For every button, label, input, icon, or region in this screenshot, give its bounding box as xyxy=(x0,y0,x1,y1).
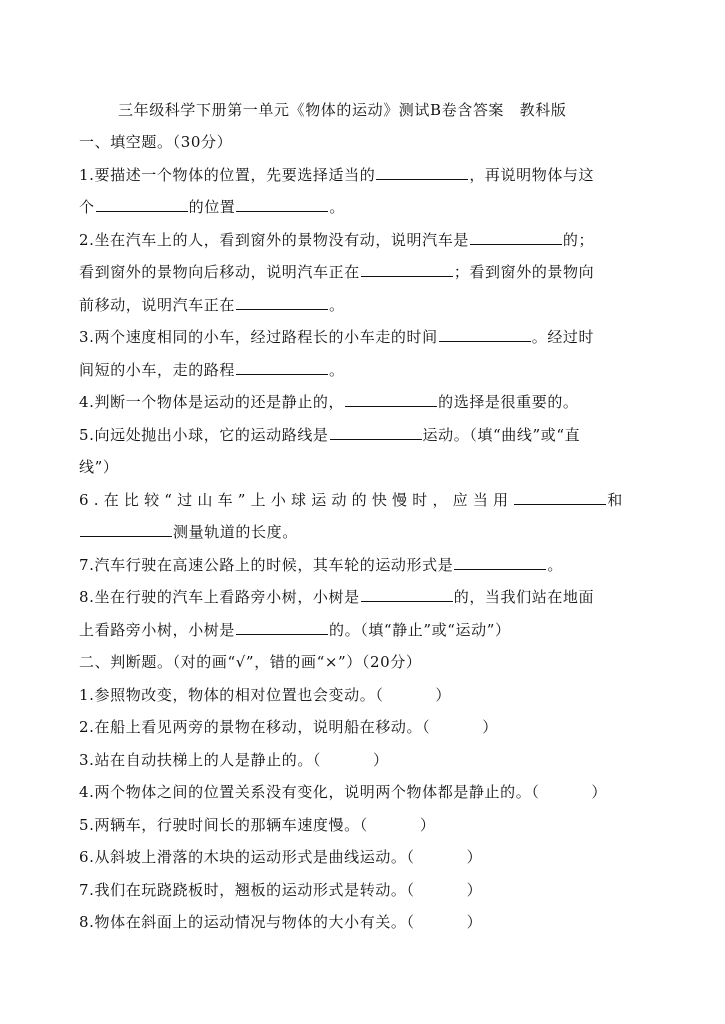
judge-item-2 xyxy=(79,717,498,737)
fill-line-12 xyxy=(79,522,298,542)
text: 的选择是很重要的。 xyxy=(438,393,579,411)
fill-line-14 xyxy=(79,587,594,607)
answer-blank[interactable] xyxy=(236,197,328,212)
judge-item-1 xyxy=(79,685,451,705)
text: 。 xyxy=(329,198,346,216)
answer-blank[interactable] xyxy=(470,230,562,245)
answer-blank[interactable] xyxy=(361,587,453,602)
text: 前移动，说明汽车正在 xyxy=(79,296,236,314)
text: ） xyxy=(482,718,498,736)
fill-line-5 xyxy=(79,295,345,315)
text: 4.两个物体之间的位置关系没有变化，说明两个物体都是静止的。（ xyxy=(79,783,540,801)
fill-line-11 xyxy=(79,490,627,510)
text: 4.判断一个物体是运动的还是静止的， xyxy=(79,393,345,411)
answer-blank[interactable] xyxy=(80,522,172,537)
text: 8.坐在行驶的汽车上看路旁小树，小树是 xyxy=(79,588,360,606)
answer-blank[interactable] xyxy=(96,197,188,212)
text: ） xyxy=(591,783,608,801)
text: ） xyxy=(466,848,483,866)
fill-line-2 xyxy=(79,197,345,217)
answer-blank[interactable] xyxy=(454,555,546,570)
section-2-heading: 二、判断题。（对的画“√”，错的画“×”）（20分） xyxy=(79,653,422,671)
section-1-heading: 一、填空题。（30分） xyxy=(79,133,233,151)
fill-line-1 xyxy=(79,165,594,185)
text: ；看到窗外的景物向 xyxy=(453,263,595,281)
answer-blank[interactable] xyxy=(514,490,606,505)
answer-blank[interactable] xyxy=(439,327,531,342)
judge-item-5 xyxy=(79,815,435,835)
text: 的。（填“静止”或“运动”） xyxy=(329,621,511,639)
text: 测量轨道的长度。 xyxy=(173,523,298,541)
text: 3.站在自动扶梯上的人是静止的。（ xyxy=(79,751,322,769)
text: 的，当我们站在地面 xyxy=(453,588,595,606)
text: 7.汽车行驶在高速公路上的时候，其车轮的运动形式是 xyxy=(79,556,454,574)
text: 个 xyxy=(79,198,95,216)
text: ） xyxy=(435,686,452,704)
text: 6.从斜坡上滑落的木块的运动形式是曲线运动。（ xyxy=(79,848,415,866)
text: 间短的小车，走的路程 xyxy=(79,361,236,379)
fill-line-6 xyxy=(79,327,594,347)
fill-line-9 xyxy=(79,425,580,445)
text: 看到窗外的景物向后移动，说明汽车正在 xyxy=(79,263,360,281)
text: 上看路旁小树，小树是 xyxy=(79,621,236,639)
fill-line-15 xyxy=(79,620,511,640)
fill-line-8 xyxy=(79,392,579,412)
text: 线”） xyxy=(79,458,119,476)
answer-blank[interactable] xyxy=(361,262,453,277)
text: 5.向远处抛出小球，它的运动路线是 xyxy=(79,426,329,444)
judge-item-6 xyxy=(79,847,482,867)
judge-item-4 xyxy=(79,782,607,802)
text: 3.两个速度相同的小车，经过路程长的小车走的时间 xyxy=(79,328,438,346)
fill-line-13 xyxy=(79,555,563,575)
text: 。 xyxy=(329,296,345,314)
text: ） xyxy=(373,751,389,769)
judge-item-7 xyxy=(79,880,482,900)
text: 1.参照物改变，物体的相对位置也会变动。（ xyxy=(79,686,384,704)
fill-line-4 xyxy=(79,262,594,282)
text: 。 xyxy=(329,361,345,379)
answer-blank[interactable] xyxy=(236,295,328,310)
text: 。 xyxy=(547,556,563,574)
answer-blank[interactable] xyxy=(345,392,437,407)
answer-blank[interactable] xyxy=(236,360,328,375)
judge-item-3 xyxy=(79,750,389,770)
answer-blank[interactable] xyxy=(376,165,468,180)
text: ） xyxy=(466,913,483,931)
text: 2.在船上看见两旁的景物在移动，说明船在移动。（ xyxy=(79,718,431,736)
text: ） xyxy=(466,881,483,899)
fill-line-10 xyxy=(79,457,118,477)
answer-blank[interactable] xyxy=(330,425,422,440)
text: 5.两辆车，行驶时间长的那辆车速度慢。（ xyxy=(79,816,368,834)
answer-blank[interactable] xyxy=(236,620,328,635)
text: ） xyxy=(419,816,436,834)
text: 的； xyxy=(562,231,595,249)
text: 1.要描述一个物体的位置，先要选择适当的 xyxy=(79,166,376,184)
judge-item-8 xyxy=(79,912,482,932)
text: 。经过时 xyxy=(531,328,595,346)
text: 8.物体在斜面上的运动情况与物体的大小有关。（ xyxy=(79,913,415,931)
text: 2.坐在汽车上的人，看到窗外的景物没有动，说明汽车是 xyxy=(79,231,469,249)
fill-line-7 xyxy=(79,360,345,380)
text: 6.在比较“过山车”上小球运动的快慢时，应当用 xyxy=(79,491,514,509)
text: ，再说明物体与这 xyxy=(469,166,595,184)
text: 7.我们在玩跷跷板时，翘板的运动形式是转动。（ xyxy=(79,881,415,899)
text: 和 xyxy=(607,491,628,509)
text: 运动。（填“曲线”或“直 xyxy=(422,426,581,444)
document-title: 三年级科学下册第一单元《物体的运动》测试B卷含答案 教科版 xyxy=(118,101,567,119)
fill-line-3 xyxy=(79,230,594,250)
text: 的位置 xyxy=(188,198,236,216)
